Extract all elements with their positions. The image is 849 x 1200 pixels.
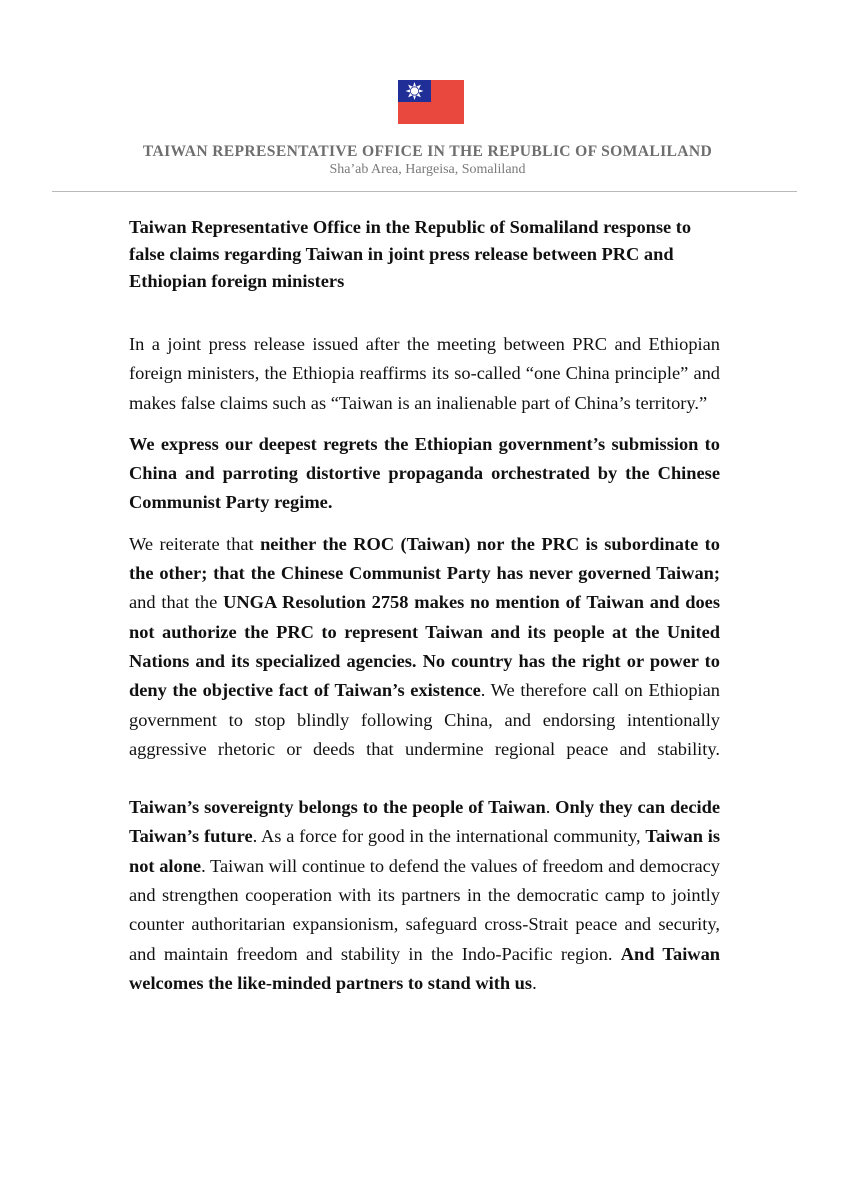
text-run-bold: Taiwan is not alone: [129, 826, 721, 876]
taiwan-flag-icon: [398, 80, 464, 124]
text-run: . As a force for good in the international community,: [252, 826, 646, 847]
text-run: and that the: [129, 592, 224, 613]
paragraph-regrets: We express our deepest regrets the Ethiopian government’s submission to China and parroting distortive propaganda orchestrated by the Chinese Communist Party regime.: [129, 433, 720, 513]
document-title: Taiwan Representative Office in the Republic of Somaliland response to false claims regarding Taiwan in joint press release between PRC and Ethiopian foreign ministers: [129, 217, 692, 291]
document-body: [129, 330, 720, 998]
paragraph-reiteration: [129, 530, 720, 764]
text-run: . Taiwan will continue to defend the values of freedom and democracy and strengthen cooperation with its partners in the democratic camp to jointly counter authoritarian expansionism, safeguard cross-Strait peace and security, and maintain freedom and stability in the Indo-Pacific region.: [129, 855, 721, 964]
text-run-bold: UNGA Resolution 2758 makes no mention of Taiwan and does not authorize the PRC to represent Taiwan and its people at the United Nations and its specialized agencies. No country has the right or power to deny the objective fact of Taiwan’s existence: [129, 592, 720, 701]
text-run: We reiterate that: [129, 533, 261, 554]
paragraph-context: In a joint press release issued after the meeting between PRC and Ethiopian foreign ministers, the Ethiopia reaffirms its so-called “one China principle” and makes false claims such as “Taiwan is an inalienable part of China’s territory.”: [129, 334, 720, 413]
paragraph-sovereignty: [129, 793, 720, 998]
text-run: .: [532, 972, 537, 993]
header-divider: [52, 191, 797, 192]
text-run-bold: neither the ROC (Taiwan) nor the PRC is subordinate to the other; that the Chinese Communist Party has never governed Taiwan;: [129, 533, 720, 584]
text-run-bold: And Taiwan welcomes the like-minded partners to stand with us: [129, 943, 721, 993]
organization-name: TAIWAN REPRESENTATIVE OFFICE IN THE REPUBLIC OF SOMALILAND: [142, 143, 713, 160]
text-run-bold: Only they can decide Taiwan’s future: [129, 797, 721, 847]
organization-address: Sha’ab Area, Hargeisa, Somaliland: [329, 162, 526, 177]
text-run: .: [545, 797, 556, 818]
text-run-bold: Taiwan’s sovereignty belongs to the people of Taiwan: [129, 797, 546, 818]
text-run: . We therefore call on Ethiopian government to stop blindly following China, and endorsing intentionally aggressive rhetoric or deeds that undermine regional peace and stability.: [129, 680, 721, 759]
